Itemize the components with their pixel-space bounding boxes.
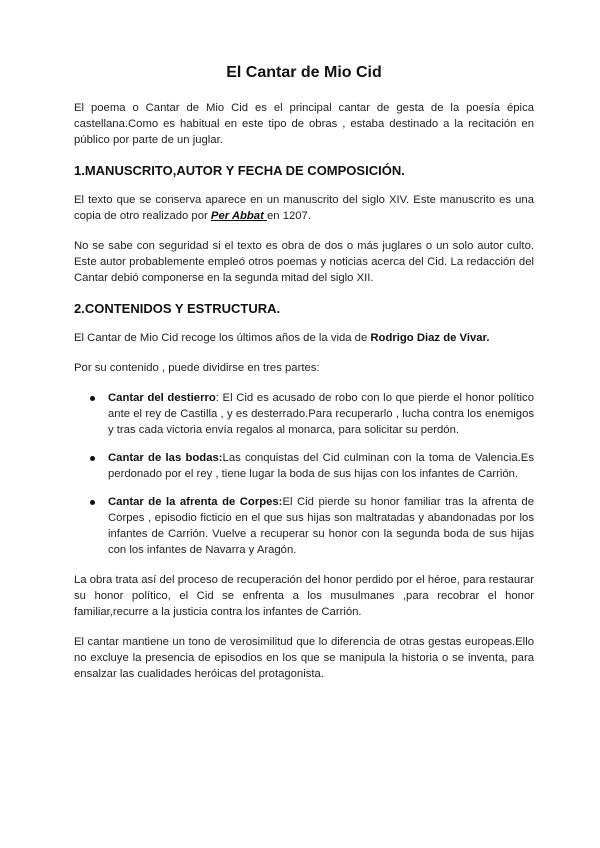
list-item [74,450,534,482]
section-1-paragraph-1-text: El texto que se conserva aparece en un manuscrito del siglo XIV. Este manuscrito es una copia de otro realizado por [74,194,534,222]
section-1-paragraph-1-end: en 1207. [266,210,311,222]
section-2-paragraph-2: Por su contenido , puede dividirse en tres partes: [74,362,320,374]
list-item-text: Las conquistas del Cid culminan con la toma de Valencia.Es perdonado por el rey , tiene lugar la boda de sus hijas con los infantes de Carrión. [108,452,534,480]
list-item-label: Cantar del destierro [108,392,216,404]
parts-list [74,390,534,558]
section-2-paragraph-1 [74,330,534,346]
per-abbat-link[interactable]: Per Abbat [210,210,267,222]
list-item-text: El Cid pierde su honor familiar tras la afrenta de Corpes , episodio ficticio en el que sus hijas son maltratadas y abandonadas por los infantes de Carrión. Vuelve a recuperar su honor con la segunda boda de sus hijas con los infantes de Navarra y Aragón. [108,496,534,556]
document-page [74,62,534,696]
list-item-text: : El Cid es acusado de robo con lo que pierde el honor político ante el rey de Castilla , y es desterrado.Para recuperarlo , lucha contra los enemigos y tras cada victoria envía regalos al monarca, para solicitar su perdón. [108,392,534,436]
document-title: El Cantar de Mio Cid [226,64,382,81]
bullet-icon [90,500,95,505]
section-1-paragraph-1 [74,192,534,224]
section-2-heading: 2.CONTENIDOS Y ESTRUCTURA. [74,301,281,316]
bullet-icon [90,396,95,401]
section-1-paragraph-2: No se sabe con seguridad si el texto es obra de dos o más juglares o un solo autor culto. Este autor probablemente empleó otros poemas y noticias acerca del Cid. La redacción del Cantar debió componerse en la segunda mitad del siglo XII. [74,240,534,284]
bullet-icon [90,456,95,461]
intro-paragraph: El poema o Cantar de Mio Cid es el principal cantar de gesta de la poesía épica castellana.Como es habitual en este tipo de obras , estaba destinado a la recitación en público por parte de un juglar. [74,102,534,146]
rodrigo-diaz-name: Rodrigo Diaz de Vivar. [370,332,490,344]
list-item-label: Cantar de la afrenta de Corpes: [108,496,283,508]
section-2-paragraph-4: El cantar mantiene un tono de verosimilitud que lo diferencia de otras gestas europeas.Ello no excluye la presencia de episodios en los que se manipula la historia o se inventa, para ensalzar las cualidades heróicas del protagonista. [74,636,534,680]
section-1-heading: 1.MANUSCRITO,AUTOR Y FECHA DE COMPOSICIÓN. [74,163,405,178]
list-item-label: Cantar de las bodas: [108,452,223,464]
section-2-paragraph-1-text: El Cantar de Mio Cid recoge los últimos años de la vida de [74,332,371,344]
section-2-paragraph-3: La obra trata así del proceso de recuperación del honor perdido por el héroe, para restaurar su honor político, el Cid se enfrenta a los musulmanes ,para recobrar el honor familiar,recurre a la justicia contra los infantes de Carrión. [74,574,534,618]
list-item [74,390,534,438]
list-item [74,494,534,558]
